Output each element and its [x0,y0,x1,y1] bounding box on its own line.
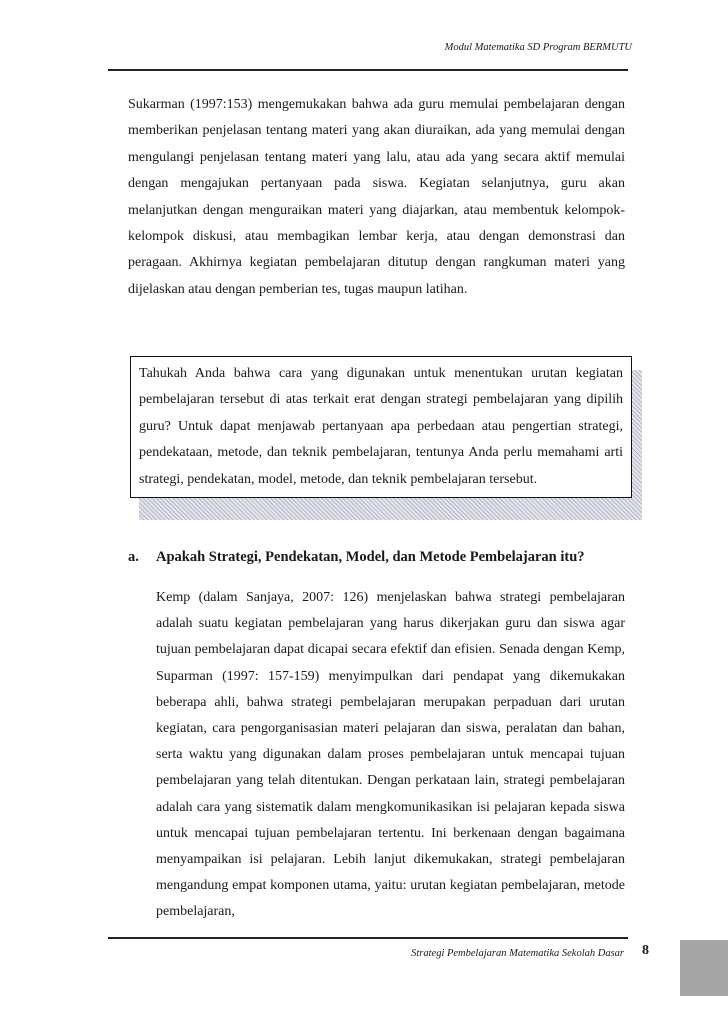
section-paragraph: Kemp (dalam Sanjaya, 2007: 126) menjelaskan bahwa strategi pembelajaran adalah suatu kegiatan pembelajaran yang harus dikerjakan guru dan siswa agar tujuan pembelajaran dapat dicapai secara efektif dan efisien. Senada dengan Kemp, Suparman (1997: 157-159) menyimpulkan dari pendapat yang dikemukakan beberapa ahli, bahwa strategi pembelajaran merupakan perpaduan dari urutan kegiatan, cara pengorganisasian materi pelajaran dan siswa, peralatan dan bahan, serta waktu yang digunakan dalam proses pembelajaran untuk mencapai tujuan pembelajaran yang telah ditentukan. Dengan perkataan lain, strategi pembelajaran adalah cara yang sistematik dalam mengkomunikasikan isi pelajaran kepada siswa untuk mencapai tujuan pembelajaran tertentu. Ini berkenaan dengan bagaimana menyampaikan isi pelajaran. Lebih lanjut dikemukakan, strategi pembelajaran mengandung empat komponen utama, yaitu: urutan kegiatan pembelajaran, metode pembelajaran, [156,590,625,920]
page-corner-tab [680,940,728,996]
header-rule [108,69,628,71]
section-title: Apakah Strategi, Pendekatan, Model, dan Metode Pembelajaran itu? [156,549,585,565]
intro-paragraph: Sukarman (1997:153) mengemukakan bahwa ada guru memulai pembelajaran dengan memberikan penjelasan tentang materi yang akan diuraikan, ada yang memulai dengan mengulangi penjelasan tentang materi yang lalu, atau ada yang secara aktif memulai dengan mengajukan pertanyaan pada siswa. Kegiatan selanjutnya, guru akan melanjutkan dengan menguraikan materi yang diajarkan, atau membentuk kelompok-kelompok diskusi, atau membagikan lembar kerja, atau dengan demonstrasi dan peragaan. Akhirnya kegiatan pembelajaran ditutup dengan rangkuman materi yang dijelaskan atau dengan pemberian tes, tugas maupun latihan. [128,97,625,297]
section-letter: a. [128,549,139,565]
page-number: 8 [642,943,649,958]
callout-box [130,356,632,498]
footer-rule [108,937,628,939]
running-footer: Strategi Pembelajaran Matematika Sekolah Dasar [411,948,624,959]
callout-text: Tahukah Anda bahwa cara yang digunakan untuk menentukan urutan kegiatan pembelajaran tersebut di atas terkait erat dengan strategi pembelajaran yang dipilih guru? Untuk dapat menjawab pertanyaan apa perbedaan atau pengertian strategi, pendekataan, metode, dan teknik pembelajaran, tentunya Anda perlu memahami arti strategi, pendekatan, model, metode, dan teknik pembelajaran tersebut. [139,366,623,487]
section-heading [128,549,628,566]
running-header: Modul Matematika SD Program BERMUTU [444,42,632,53]
